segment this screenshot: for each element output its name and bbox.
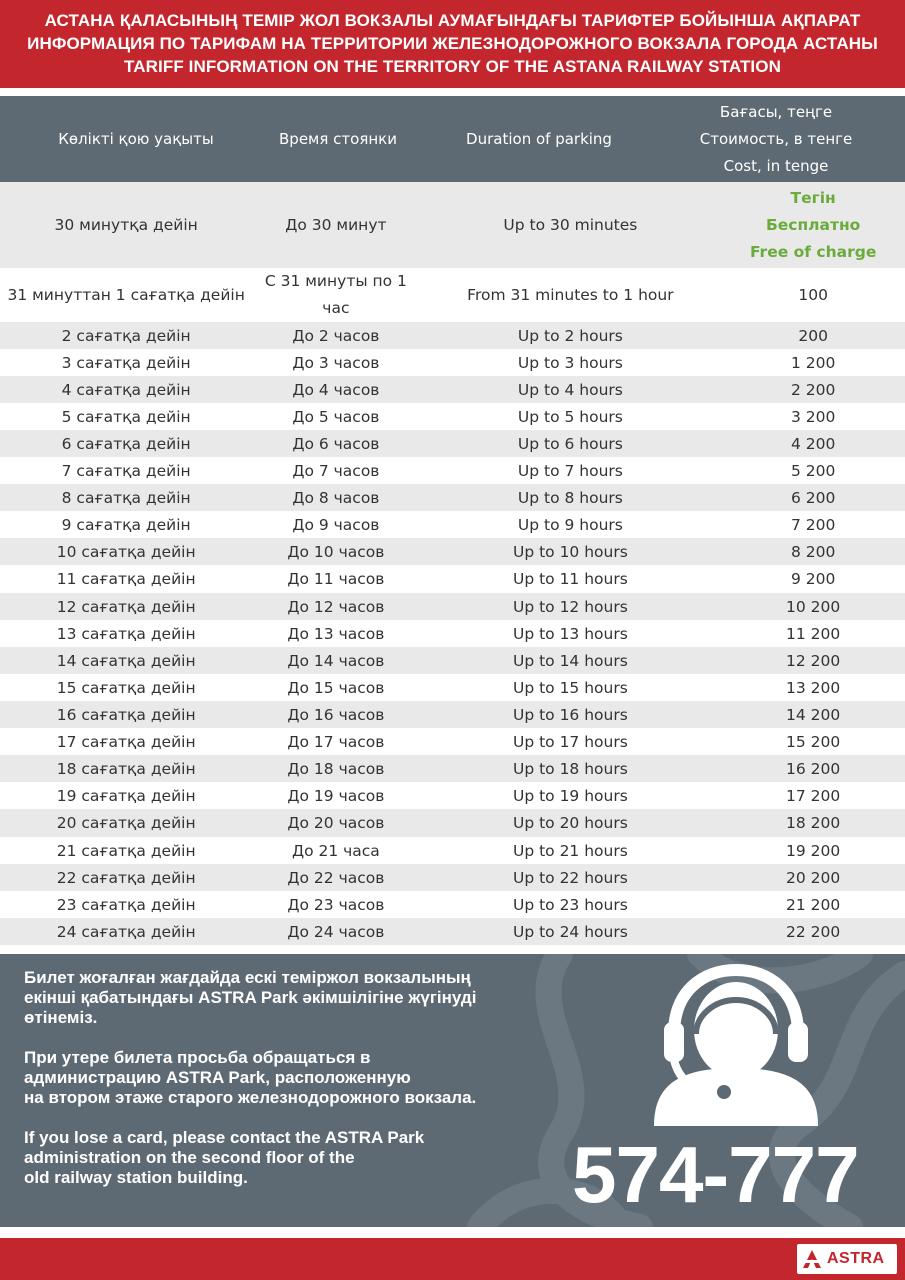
headset-agent-icon — [640, 964, 830, 1134]
duration-en: Up to 5 hours — [419, 403, 721, 430]
cost-cell: 17 200 — [721, 782, 905, 809]
table-row — [0, 376, 905, 403]
table-row — [0, 565, 905, 593]
duration-en: Up to 15 hours — [419, 674, 721, 701]
astra-logo — [797, 1244, 897, 1274]
duration-en: Up to 12 hours — [419, 593, 721, 620]
table-row — [0, 484, 905, 511]
column-header-cost — [681, 96, 871, 182]
cost-cell: 8 200 — [721, 538, 905, 565]
duration-en: Up to 24 hours — [419, 918, 721, 945]
column-header-ru: Время стоянки — [279, 130, 397, 148]
duration-ru: До 4 часов — [252, 376, 419, 403]
duration-kz: 30 минутқа дейін — [0, 182, 252, 268]
table-row — [0, 782, 905, 809]
duration-en: Up to 7 hours — [419, 457, 721, 484]
table-row — [0, 647, 905, 674]
duration-ru: До 23 часов — [252, 891, 419, 918]
duration-en: Up to 13 hours — [419, 620, 721, 647]
info-panel — [0, 954, 905, 1227]
duration-ru: До 19 часов — [252, 782, 419, 809]
info-en-line-3: old railway station building. — [24, 1168, 248, 1187]
table-row — [0, 674, 905, 701]
free-label-ru: Бесплатно — [765, 215, 861, 234]
info-paragraph-en — [24, 1128, 476, 1188]
duration-kz: 13 сағатқа дейін — [0, 620, 252, 647]
cost-header-en: Cost, in tenge — [723, 156, 829, 175]
duration-en: Up to 6 hours — [419, 430, 721, 457]
info-kz-line-3: өтінеміз. — [24, 1008, 98, 1027]
duration-kz: 11 сағатқа дейін — [0, 565, 252, 593]
cost-cell: 12 200 — [721, 647, 905, 674]
table-row — [0, 182, 905, 268]
duration-en: Up to 11 hours — [419, 565, 721, 593]
cost-cell: 16 200 — [721, 755, 905, 782]
duration-ru: До 12 часов — [252, 593, 419, 620]
duration-kz: 2 сағатқа дейін — [0, 322, 252, 349]
duration-ru: До 5 часов — [252, 403, 419, 430]
cost-cell: 14 200 — [721, 701, 905, 728]
cost-cell: 18 200 — [721, 809, 905, 837]
table-row — [0, 701, 905, 728]
duration-kz: 4 сағатқа дейін — [0, 376, 252, 403]
duration-ru: До 7 часов — [252, 457, 419, 484]
duration-ru: До 16 часов — [252, 701, 419, 728]
duration-ru: До 15 часов — [252, 674, 419, 701]
duration-en: Up to 2 hours — [419, 322, 721, 349]
duration-en: Up to 4 hours — [419, 376, 721, 403]
table-row — [0, 864, 905, 891]
duration-ru: До 6 часов — [252, 430, 419, 457]
cost-header-kz: Бағасы, теңге — [719, 102, 833, 121]
duration-ru: До 3 часов — [252, 349, 419, 376]
lost-ticket-info — [24, 968, 476, 1208]
duration-ru: До 8 часов — [252, 484, 419, 511]
duration-kz: 21 сағатқа дейін — [0, 837, 252, 864]
table-row — [0, 809, 905, 837]
duration-en: Up to 9 hours — [419, 511, 721, 538]
free-label-kz: Тегін — [790, 188, 836, 207]
info-paragraph-ru — [24, 1048, 476, 1108]
duration-kz: 17 сағатқа дейін — [0, 728, 252, 755]
info-en-line-2: administration on the second floor of the — [24, 1148, 355, 1167]
tariff-table — [0, 182, 905, 945]
cost-cell: 2 200 — [721, 376, 905, 403]
table-row — [0, 837, 905, 864]
duration-en: Up to 18 hours — [419, 755, 721, 782]
table-row — [0, 620, 905, 647]
cost-cell: 3 200 — [721, 403, 905, 430]
duration-kz: 5 сағатқа дейін — [0, 403, 252, 430]
duration-ru: До 30 минут — [252, 182, 419, 268]
duration-ru: До 11 часов — [252, 565, 419, 593]
info-kz-line-1: Билет жоғалған жағдайда ескі теміржол вокзалының — [24, 968, 471, 987]
info-ru-line-2: администрацию ASTRA Park, расположенную — [24, 1068, 411, 1087]
astra-logo-icon — [801, 1248, 823, 1270]
duration-kz: 18 сағатқа дейін — [0, 755, 252, 782]
duration-en: Up to 23 hours — [419, 891, 721, 918]
table-row — [0, 755, 905, 782]
duration-ru: До 22 часов — [252, 864, 419, 891]
duration-ru: До 17 часов — [252, 728, 419, 755]
duration-ru: До 21 часа — [252, 837, 419, 864]
duration-en: Up to 3 hours — [419, 349, 721, 376]
duration-kz: 7 сағатқа дейін — [0, 457, 252, 484]
cost-cell: 1 200 — [721, 349, 905, 376]
duration-en: Up to 19 hours — [419, 782, 721, 809]
duration-ru: До 24 часов — [252, 918, 419, 945]
table-row — [0, 918, 905, 945]
header-title-kz: АСТАНА ҚАЛАСЫНЫҢ ТЕМІР ЖОЛ ВОКЗАЛЫ АУМАҒЫНДАҒЫ ТАРИФТЕР БОЙЫНША АҚПАРАТ — [44, 11, 861, 30]
cost-cell: 22 200 — [721, 918, 905, 945]
duration-kz: 19 сағатқа дейін — [0, 782, 252, 809]
duration-kz: 20 сағатқа дейін — [0, 809, 252, 837]
cost-cell: 10 200 — [721, 593, 905, 620]
duration-kz: 22 сағатқа дейін — [0, 864, 252, 891]
duration-kz: 24 сағатқа дейін — [0, 918, 252, 945]
column-header-kz: Көлікті қою уақыты — [58, 130, 214, 148]
duration-en: Up to 20 hours — [419, 809, 721, 837]
cost-cell: 19 200 — [721, 837, 905, 864]
duration-kz: 15 сағатқа дейін — [0, 674, 252, 701]
cost-cell: 13 200 — [721, 674, 905, 701]
duration-en: From 31 minutes to 1 hour — [419, 268, 721, 322]
duration-en: Up to 30 minutes — [419, 182, 721, 268]
table-row — [0, 891, 905, 918]
page-footer — [0, 1238, 905, 1280]
table-row — [0, 728, 905, 755]
duration-ru: До 13 часов — [252, 620, 419, 647]
cost-cell: 5 200 — [721, 457, 905, 484]
column-header-en: Duration of parking — [466, 130, 612, 148]
duration-en: Up to 10 hours — [419, 538, 721, 565]
duration-kz: 12 сағатқа дейін — [0, 593, 252, 620]
free-label-en: Free of charge — [749, 242, 877, 261]
duration-kz: 31 минуттан 1 сағатқа дейін — [0, 268, 252, 322]
duration-kz: 16 сағатқа дейін — [0, 701, 252, 728]
tariff-table-header — [0, 96, 905, 182]
cost-cell: 11 200 — [721, 620, 905, 647]
duration-ru: До 14 часов — [252, 647, 419, 674]
cost-cell: 20 200 — [721, 864, 905, 891]
table-row — [0, 322, 905, 349]
table-row — [0, 403, 905, 430]
duration-kz: 6 сағатқа дейін — [0, 430, 252, 457]
duration-ru: До 10 часов — [252, 538, 419, 565]
duration-ru: С 31 минуты по 1 час — [252, 268, 419, 322]
cost-cell: 15 200 — [721, 728, 905, 755]
info-en-line-1: If you lose a card, please contact the ASTRA Park — [24, 1128, 425, 1147]
cost-cell: 100 — [721, 268, 905, 322]
duration-ru: До 18 часов — [252, 755, 419, 782]
duration-kz: 9 сағатқа дейін — [0, 511, 252, 538]
phone-number: 574-777 — [572, 1130, 859, 1219]
duration-kz: 8 сағатқа дейін — [0, 484, 252, 511]
info-kz-line-2: екінші қабатындағы ASTRA Park әкімшілігіне жүгінуді — [24, 988, 477, 1007]
cost-cell: 200 — [721, 322, 905, 349]
duration-en: Up to 21 hours — [419, 837, 721, 864]
cost-cell: 6 200 — [721, 484, 905, 511]
duration-kz: 3 сағатқа дейін — [0, 349, 252, 376]
duration-en: Up to 8 hours — [419, 484, 721, 511]
duration-kz: 10 сағатқа дейін — [0, 538, 252, 565]
logo-text: ASTRA — [827, 1250, 885, 1267]
info-ru-line-3: на втором этаже старого железнодорожного вокзала. — [24, 1088, 477, 1107]
cost-cell: 4 200 — [721, 430, 905, 457]
header-title-ru: ИНФОРМАЦИЯ ПО ТАРИФАМ НА ТЕРРИТОРИИ ЖЕЛЕЗНОДОРОЖНОГО ВОКЗАЛА ГОРОДА АСТАНЫ — [27, 34, 878, 53]
table-row — [0, 538, 905, 565]
cost-header-ru: Стоимость, в тенге — [699, 129, 853, 148]
info-ru-line-1: При утере билета просьба обращаться в — [24, 1048, 371, 1067]
table-row — [0, 457, 905, 484]
duration-ru: До 2 часов — [252, 322, 419, 349]
table-row — [0, 430, 905, 457]
info-paragraph-kz — [24, 968, 476, 1028]
cost-cell: 7 200 — [721, 511, 905, 538]
table-row — [0, 349, 905, 376]
cost-cell: 21 200 — [721, 891, 905, 918]
cost-cell: 9 200 — [721, 565, 905, 593]
duration-en: Up to 16 hours — [419, 701, 721, 728]
duration-en: Up to 22 hours — [419, 864, 721, 891]
table-row — [0, 593, 905, 620]
table-row — [0, 511, 905, 538]
duration-ru: До 20 часов — [252, 809, 419, 837]
duration-kz: 14 сағатқа дейін — [0, 647, 252, 674]
duration-en: Up to 17 hours — [419, 728, 721, 755]
duration-en: Up to 14 hours — [419, 647, 721, 674]
table-row — [0, 268, 905, 322]
page-header — [0, 0, 905, 88]
cost-cell — [721, 182, 905, 268]
duration-kz: 23 сағатқа дейін — [0, 891, 252, 918]
header-title-en: TARIFF INFORMATION ON THE TERRITORY OF THE ASTANA RAILWAY STATION — [124, 57, 781, 76]
duration-ru: До 9 часов — [252, 511, 419, 538]
